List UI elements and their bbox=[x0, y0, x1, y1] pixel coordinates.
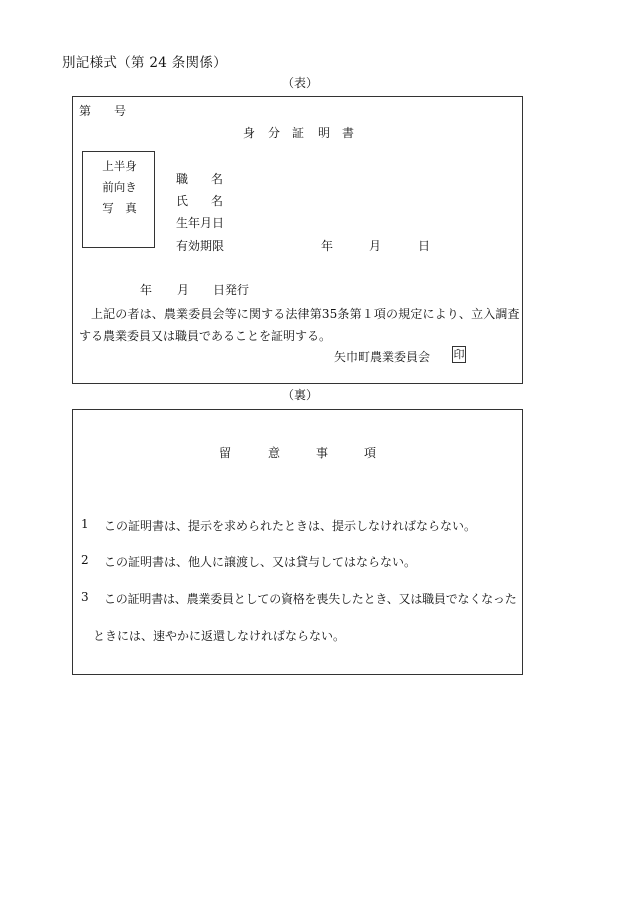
validity-month: 月 bbox=[369, 239, 382, 253]
number-suffix: 号 bbox=[114, 104, 127, 118]
front-title-char-2: 分 bbox=[268, 126, 281, 140]
photo-line-3: 写 真 bbox=[102, 201, 137, 215]
front-side-label: （表） bbox=[281, 76, 318, 90]
back-title-char-2: 意 bbox=[268, 446, 281, 460]
name-label-1: 氏 bbox=[176, 194, 189, 208]
statement-line-2: する農業委員又は職員であることを証明する。 bbox=[79, 329, 332, 343]
validity-year: 年 bbox=[321, 239, 334, 253]
issue-year: 年 bbox=[140, 283, 153, 297]
issue-day: 日発行 bbox=[213, 283, 250, 297]
photo-placeholder-box bbox=[82, 151, 155, 248]
back-title-char-3: 事 bbox=[316, 446, 329, 460]
issue-month: 月 bbox=[177, 283, 190, 297]
photo-line-2: 前向き bbox=[102, 180, 137, 194]
validity-label: 有効期限 bbox=[176, 239, 225, 253]
notice-item-number-1: 1 bbox=[81, 517, 89, 531]
notice-item-number-3: 3 bbox=[81, 590, 89, 604]
notice-item-number-2: 2 bbox=[81, 553, 89, 567]
photo-line-1: 上半身 bbox=[102, 159, 137, 173]
back-title-char-1: 留 bbox=[219, 446, 232, 460]
issuer-name: 矢巾町農業委員会 bbox=[334, 350, 431, 364]
number-prefix: 第 bbox=[79, 104, 92, 118]
form-title: 別記様式（第 24 条関係） bbox=[62, 55, 227, 71]
name-label-2: 名 bbox=[211, 194, 224, 208]
seal-stamp: 印 bbox=[453, 348, 465, 361]
front-title-char-3: 証 bbox=[292, 126, 305, 140]
back-side-label: （裏） bbox=[281, 388, 318, 402]
birth-date-label: 生年月日 bbox=[176, 216, 225, 230]
notice-item-text-2: この証明書は、他人に譲渡し、又は貸与してはならない。 bbox=[104, 555, 417, 569]
front-title-char-5: 書 bbox=[342, 126, 355, 140]
front-title-char-1: 身 bbox=[243, 126, 256, 140]
notice-item-text-1: この証明書は、提示を求められたときは、提示しなければならない。 bbox=[104, 519, 477, 533]
notice-item-3-continuation: ときには、速やかに返還しなければならない。 bbox=[93, 629, 346, 643]
front-title-char-4: 明 bbox=[318, 126, 331, 140]
position-label-2: 名 bbox=[211, 172, 224, 186]
back-title-char-4: 項 bbox=[364, 446, 377, 460]
position-label-1: 職 bbox=[176, 172, 189, 186]
notice-item-text-3: この証明書は、農業委員としての資格を喪失したとき、又は職員でなくなった bbox=[104, 592, 517, 606]
validity-day: 日 bbox=[418, 239, 431, 253]
statement-line-1: 上記の者は、農業委員会等に関する法律第35条第１項の規定により、立入調査 bbox=[91, 307, 520, 321]
